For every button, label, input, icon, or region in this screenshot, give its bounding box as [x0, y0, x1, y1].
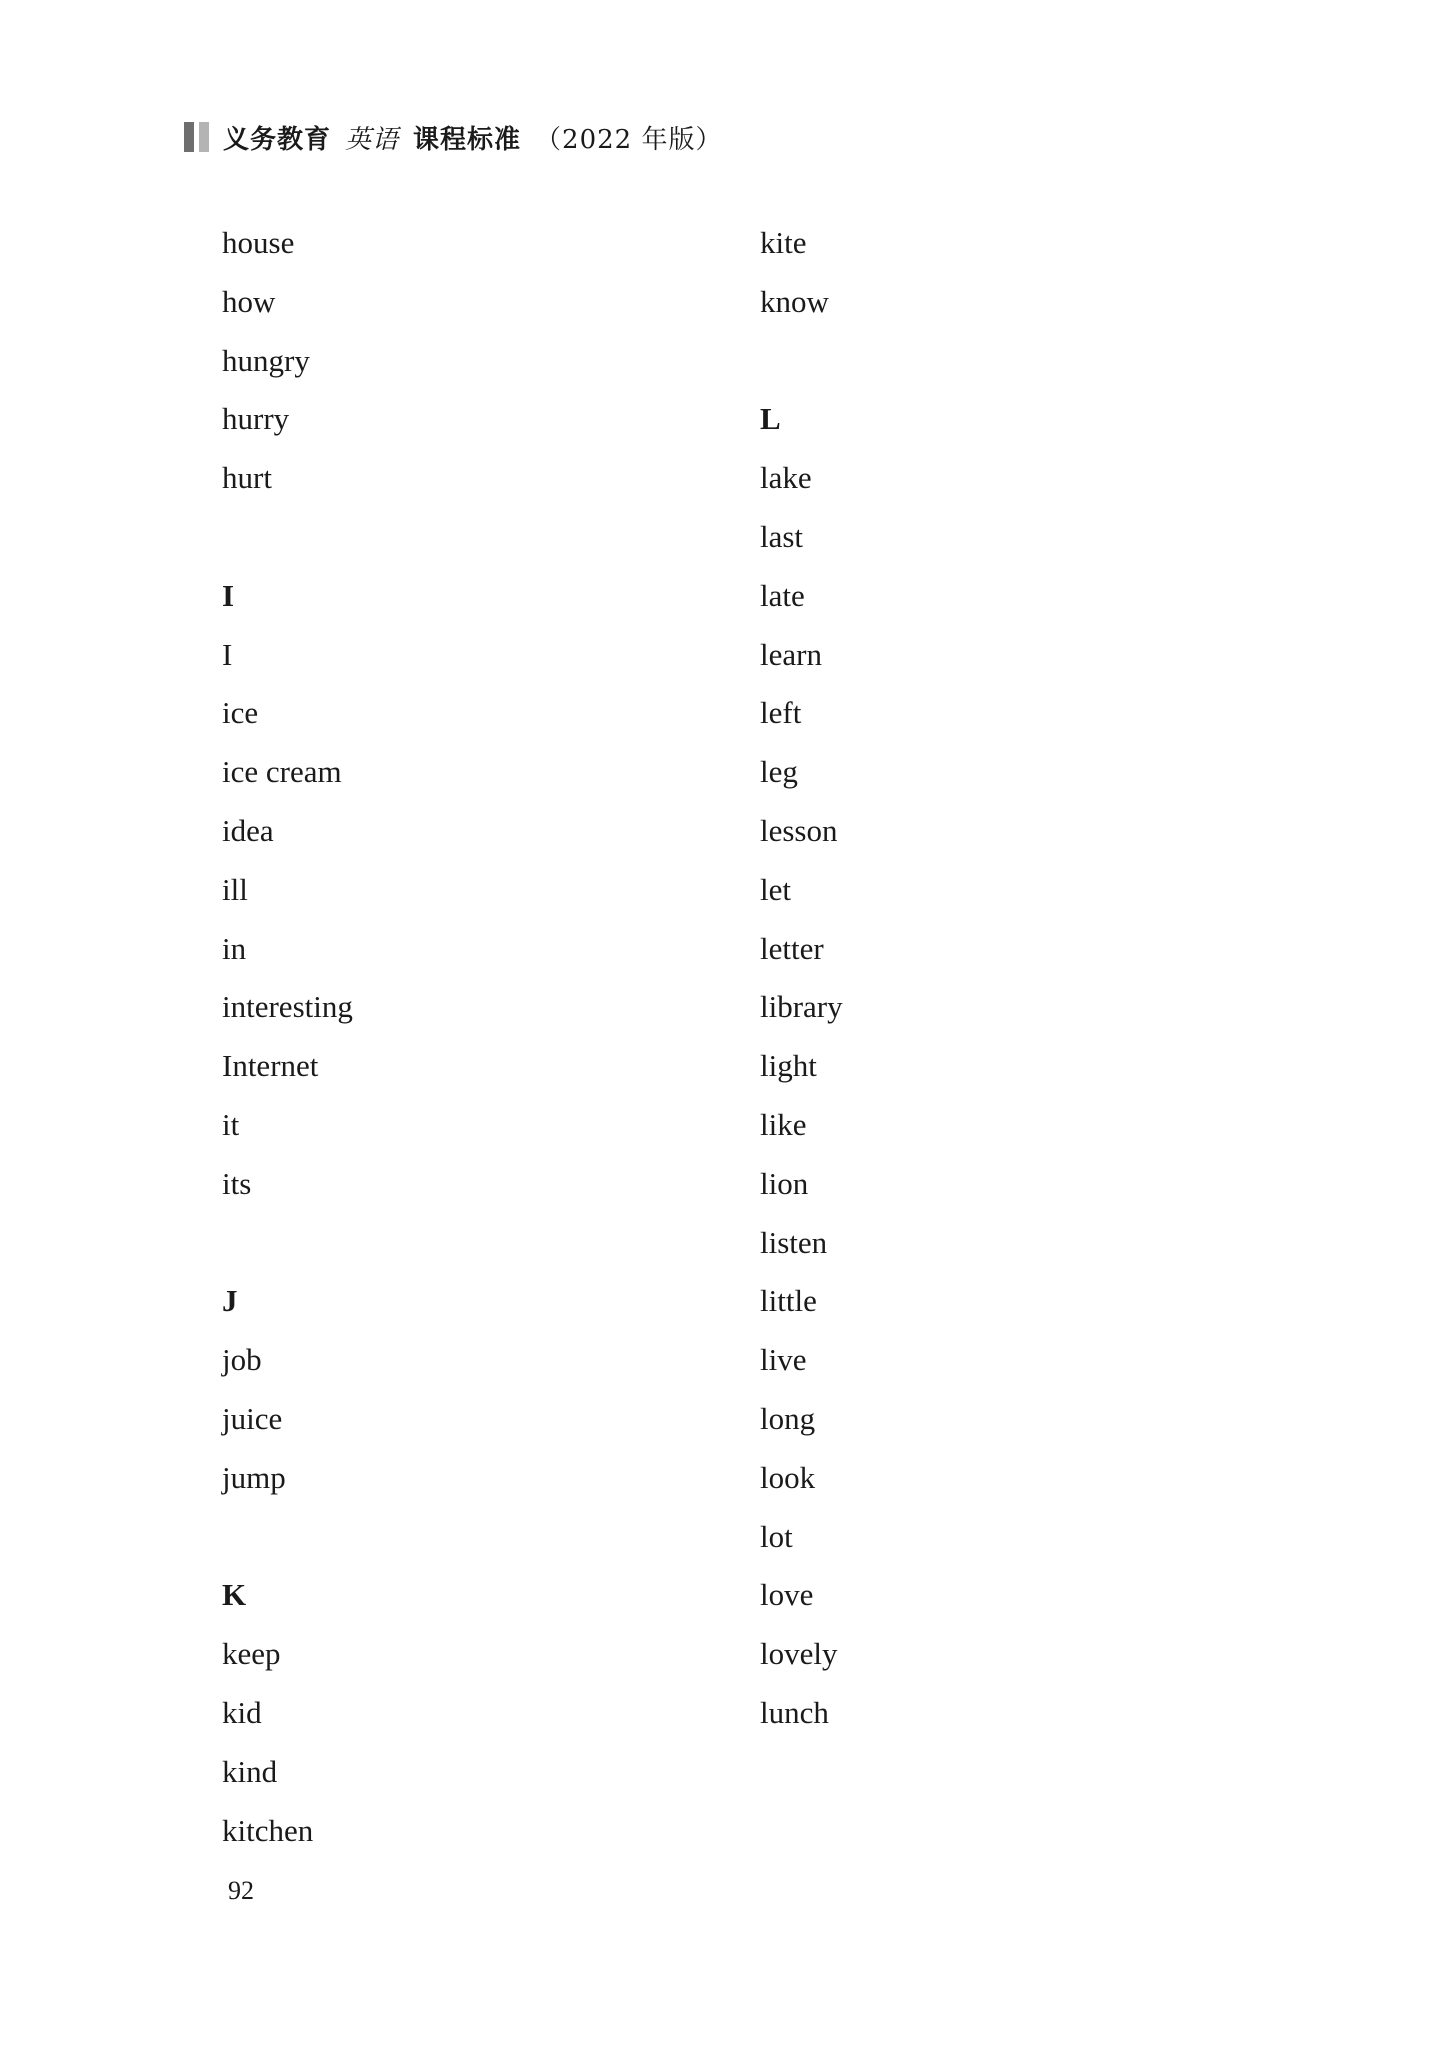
- vocabulary-word: I: [222, 636, 233, 672]
- section-gap: [222, 1508, 353, 1567]
- vocabulary-word: like: [760, 1106, 807, 1142]
- vocabulary-word: long: [760, 1400, 816, 1436]
- vocabulary-word: lion: [760, 1165, 809, 1201]
- vocabulary-word: live: [760, 1342, 807, 1378]
- vocabulary-word: jump: [222, 1459, 286, 1495]
- vocabulary-word: lot: [760, 1518, 793, 1554]
- vocabulary-word: late: [760, 577, 805, 613]
- vocabulary-word: ice cream: [222, 754, 342, 790]
- vocabulary-word: hungry: [222, 342, 310, 378]
- section-gap: [222, 508, 353, 567]
- vocabulary-word: how: [222, 283, 276, 319]
- vocabulary-word: hurt: [222, 460, 272, 496]
- header-title-subject: 英语: [345, 124, 400, 155]
- vocabulary-word: ill: [222, 871, 248, 907]
- section-gap: [222, 1214, 353, 1273]
- section-gap: [760, 332, 843, 391]
- vocabulary-word: left: [760, 695, 802, 731]
- section-letter-heading: I: [222, 577, 235, 613]
- vocabulary-word: lovely: [760, 1636, 838, 1672]
- header-title-part1: 义务教育: [223, 124, 332, 155]
- vocabulary-word: keep: [222, 1636, 281, 1672]
- page-number: 92: [228, 1876, 254, 1905]
- vocabulary-word: letter: [760, 930, 824, 966]
- vocabulary-word: listen: [760, 1224, 828, 1260]
- word-list-left-column: [222, 214, 353, 1860]
- vocabulary-word: leg: [760, 754, 798, 790]
- section-letter-heading: J: [222, 1283, 238, 1319]
- running-header: [184, 112, 722, 162]
- vocabulary-word: hurry: [222, 401, 290, 437]
- header-title-edition: （2022 年版）: [535, 124, 723, 155]
- vocabulary-word: lunch: [760, 1694, 829, 1730]
- vocabulary-word: learn: [760, 636, 822, 672]
- vocabulary-word: Internet: [222, 1048, 319, 1084]
- vocabulary-word: lake: [760, 460, 812, 496]
- vocabulary-word: ice: [222, 695, 259, 731]
- vocabulary-word: library: [760, 989, 843, 1025]
- header-title-part3: 课程标准: [413, 124, 522, 155]
- vocabulary-word: in: [222, 930, 247, 966]
- vocabulary-word: kind: [222, 1753, 278, 1789]
- vocabulary-word: juice: [222, 1400, 283, 1436]
- section-letter-heading: K: [222, 1577, 247, 1613]
- vocabulary-word: kite: [760, 225, 807, 260]
- vocabulary-word: last: [760, 518, 804, 554]
- section-letter-heading: L: [760, 401, 781, 437]
- header-bar-mark: [184, 122, 209, 152]
- header-bar-light: [199, 122, 209, 152]
- vocabulary-word: look: [760, 1459, 816, 1495]
- vocabulary-word: love: [760, 1577, 814, 1613]
- vocabulary-word: its: [222, 1165, 252, 1201]
- vocabulary-word: kitchen: [222, 1812, 314, 1848]
- header-bar-dark: [184, 122, 194, 152]
- vocabulary-word: let: [760, 871, 791, 907]
- vocabulary-word: light: [760, 1048, 817, 1084]
- vocabulary-word: little: [760, 1283, 817, 1319]
- vocabulary-word: kid: [222, 1694, 262, 1730]
- vocabulary-word: lesson: [760, 812, 838, 848]
- vocabulary-word: house: [222, 225, 295, 260]
- vocabulary-word: know: [760, 283, 829, 319]
- vocabulary-word: it: [222, 1106, 240, 1142]
- vocabulary-word: interesting: [222, 989, 353, 1025]
- word-list-right-column: [760, 214, 843, 1743]
- header-title: [223, 119, 722, 156]
- vocabulary-word: idea: [222, 812, 274, 848]
- vocabulary-word: job: [222, 1342, 262, 1378]
